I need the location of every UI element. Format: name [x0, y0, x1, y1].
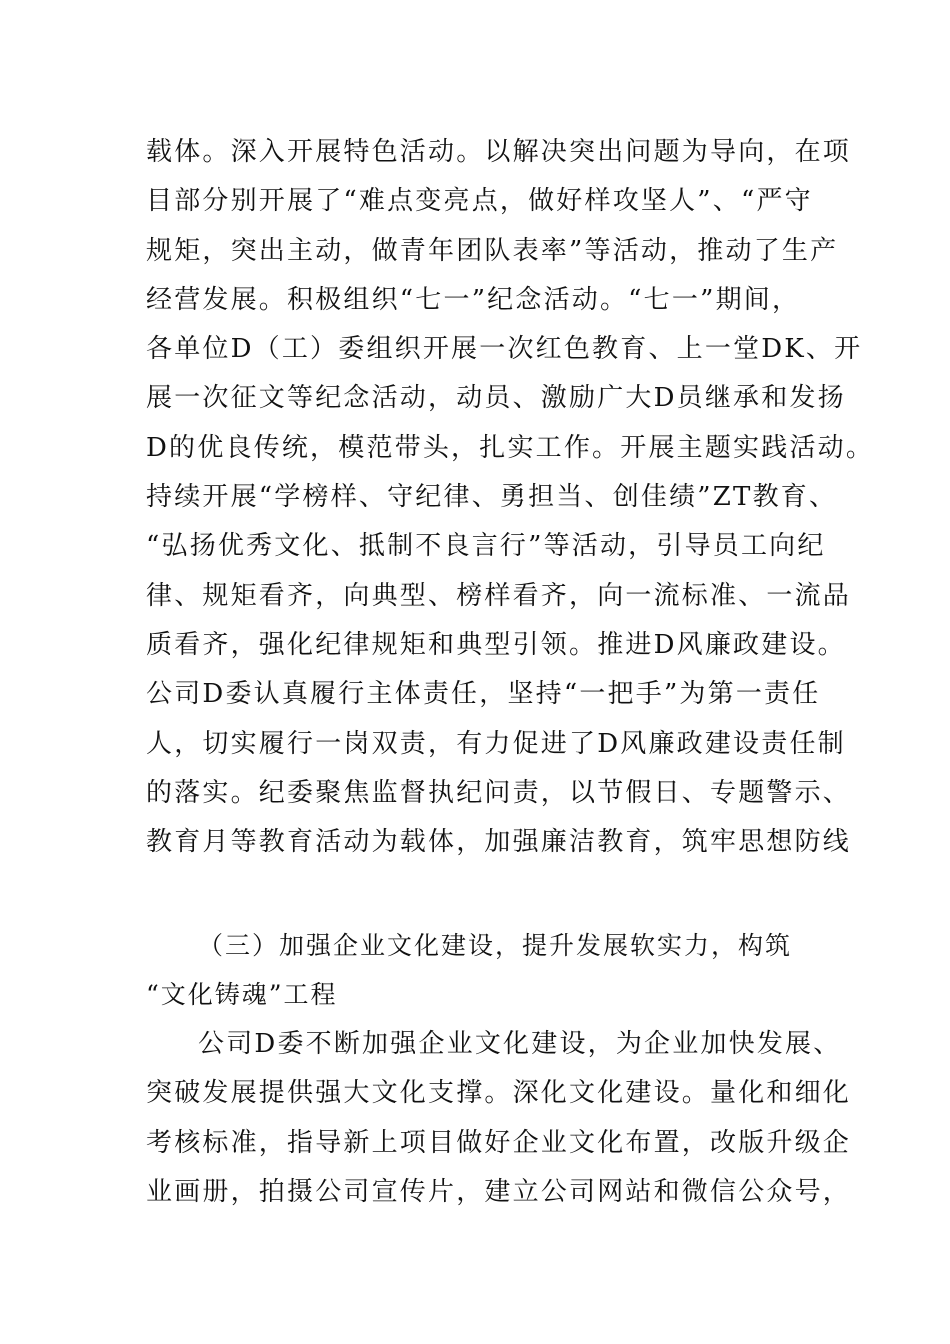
paragraph-line: “弘扬优秀文化、抵制不良言行”等活动，引导员工向纪 [146, 531, 826, 562]
paragraph-line: 律、规矩看齐，向典型、榜样看齐，向一流标准、一流品 [146, 580, 852, 611]
paragraph-line: 规矩，突出主动，做青年团队表率”等活动，推动了生产 [146, 235, 839, 266]
paragraph-line: 持续开展“学榜样、守纪律、勇担当、创佳绩”ZT教育、 [146, 482, 838, 513]
paragraph-line: 人，切实履行一岗双责，有力促进了D风廉政建设责任制 [146, 728, 846, 759]
section-heading [146, 921, 826, 1020]
paragraph-line: 突破发展提供强大文化支撑。深化文化建设。量化和细化 [146, 1078, 852, 1109]
paragraph-line: 公司D委认真履行主体责任，坚持“一把手”为第一责任 [146, 679, 821, 710]
paragraph-line: 的落实。纪委聚焦监督执纪问责，以节假日、专题警示、 [146, 777, 852, 808]
body-paragraph-1 [146, 128, 875, 867]
heading-line: “文化铸魂”工程 [146, 980, 338, 1010]
paragraph-line: 业画册，拍摄公司宣传片，建立公司网站和微信公众号， [146, 1176, 852, 1207]
paragraph-line: D的优良传统，模范带头，扎实工作。开展主题实践活动。 [146, 432, 875, 463]
paragraph-line: 展一次征文等纪念活动，动员、激励广大D员继承和发扬 [146, 383, 846, 414]
paragraph-line: 经营发展。积极组织“七一”纪念活动。“七一”期间， [146, 284, 801, 315]
paragraph-line: 载体。深入开展特色活动。以解决突出问题为导向，在项 [146, 137, 852, 167]
paragraph-line: 目部分别开展了“难点变亮点，做好样攻坚人”、“严守 [146, 186, 813, 217]
paragraph-line: 公司D委不断加强企业文化建设，为企业加快发展、 [198, 1029, 842, 1059]
paragraph-line: 各单位D（工）委组织开展一次红色教育、上一堂DK、开 [146, 334, 863, 365]
paragraph-line: 教育月等教育活动为载体，加强廉洁教育，筑牢思想防线 [146, 827, 852, 858]
body-paragraph-2 [146, 1020, 852, 1217]
paragraph-line: 质看齐，强化纪律规矩和典型引领。推进D风廉政建设。 [146, 629, 846, 660]
heading-line: （三）加强企业文化建设，提升发展软实力，构筑 [198, 931, 793, 960]
paragraph-line: 考核标准，指导新上项目做好企业文化布置，改版升级企 [146, 1127, 852, 1158]
